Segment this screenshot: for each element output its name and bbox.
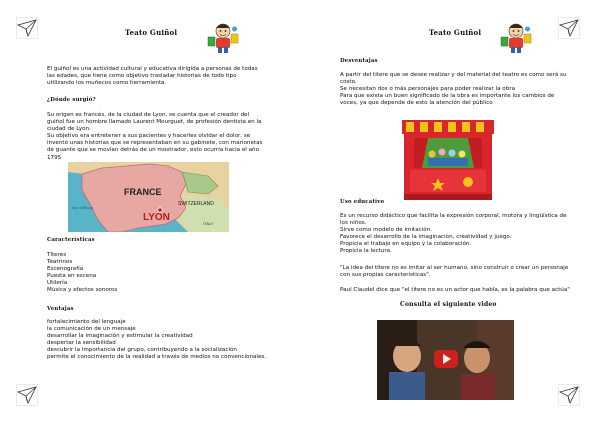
map-city-label: LYON: [143, 212, 170, 223]
advantages-list: [47, 319, 266, 362]
puppet-kid-icon: [205, 19, 241, 55]
origin-heading: ¿Dónde surgió?: [47, 97, 96, 103]
map-neighbor-label: SWITZERLAND: [178, 201, 214, 207]
france-map-image: [68, 162, 229, 232]
list-item: fortalecimiento del lenguaje: [47, 319, 126, 325]
list-item: Puesta en escena: [47, 273, 97, 280]
list-item: desarrollar la imaginación y estimular la creatividad: [47, 333, 193, 340]
features-list: [47, 252, 117, 295]
video-player[interactable]: [377, 320, 514, 400]
features-heading: Características: [47, 237, 95, 243]
advantages-heading: Ventajas: [47, 306, 74, 312]
list-item: despertar la sensibilidad: [47, 340, 116, 347]
page-title: Teato Guiñol: [429, 28, 482, 37]
right-page: [300, 0, 600, 424]
page-title: Teato Guiñol: [125, 28, 178, 37]
puppet-theater-image: [398, 118, 498, 203]
educational-use-heading: Uso educativo: [340, 199, 385, 205]
paper-plane-icon: [558, 17, 580, 39]
paper-plane-icon: [16, 17, 38, 39]
list-item: Utilería: [47, 280, 68, 287]
list-item: permite el conocimiento de la realidad a través de medios no convencionales.: [47, 354, 267, 361]
list-item: Títeres: [47, 252, 67, 258]
puppet-kid-icon: [498, 19, 534, 55]
map-italy-label: ITALY: [203, 221, 214, 226]
map-country-label: FRANCE: [124, 187, 162, 197]
list-item: Escenografía: [47, 266, 84, 273]
map-sea-label: Bay of Biscay: [72, 206, 94, 210]
list-item: Teatrinos: [47, 259, 73, 266]
paper-plane-icon: [16, 384, 38, 406]
play-icon: [434, 350, 458, 368]
educational-use-paragraph: Es un recurso didáctico que facilita la expresión corporal, motora y lingüística de los niños. Sirve como modelo de imitación. Favorece el desarrollo de la imaginación, creatividad y juego. Propicia el trabajo en equipo y la colaboración. Propicia la lectura.: [340, 213, 567, 255]
intro-paragraph: El guiñol es una actividad cultural y educativa dirigida a personas de todas las edades, que tiene como objetivo trasladar historias de todo tipo utilizando los muñecos como herramienta.: [47, 66, 258, 87]
list-item: Música y efectos sonoros: [47, 287, 118, 294]
claudel-quote: Paul Claudel dice que "el títere no es un actor que habla, es la palabra que actúa": [340, 287, 570, 293]
paper-plane-icon: [558, 384, 580, 406]
origin-paragraph: Su origen es francés, de la ciudad de Lyon, se cuenta que el creador del guiñol fue un hombre llamado Laurent Mourguet, de profesión dentista en la ciudad de Lyon. Su objetivo era entretener a sus pacientes y hacerles olvidar el dolor, se inventó unas historias que se representaban en su gabinete, con marionetas de guante que se movían detrás de un mostrador, esto ocurría hacia el año 1795: [47, 112, 263, 161]
list-item: descubrir la importancia del grupo, contribuyendo a la socialización: [47, 347, 237, 354]
disadvantages-paragraph: A partir del titere que se desee realizar y del material del teatro es como será su costo. Se necesitan dos o más personajes para poder realizar la obra Para que exista un buen significado de la obra es importante los cambios de voces, ya que depende de esto la atención del público: [340, 72, 567, 107]
quote-paragraph: "La idea del títere no es imitar al ser humano, sino construir o crear un personaje con sus propias características".: [340, 265, 569, 279]
video-heading: Consulta el siguiente video: [400, 301, 497, 308]
play-button[interactable]: [434, 350, 458, 368]
list-item: la comunicación de un mensaje: [47, 326, 136, 333]
disadvantages-heading: Desventajas: [340, 58, 378, 64]
